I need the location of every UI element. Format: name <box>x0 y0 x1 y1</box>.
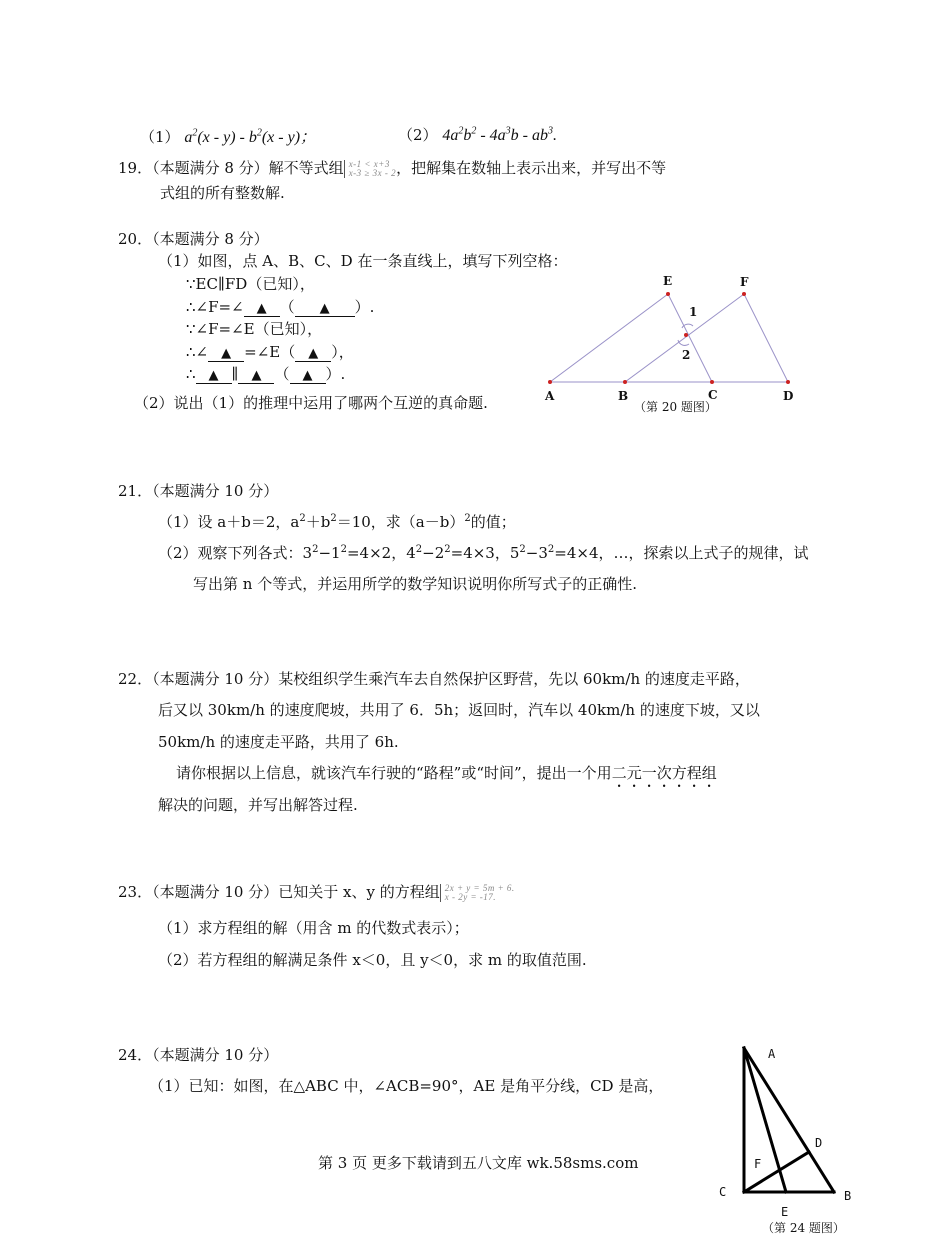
blank-triangle: ▲ <box>196 368 232 384</box>
q23-line1: 23．（本题满分 10 分）已知关于 x、y 的方程组 2x + y = 5m + 6. x - 2y = -17. <box>118 883 515 902</box>
blank-triangle: ▲ <box>295 301 355 317</box>
q20-step2: ∴∠F=∠ ▲ （ ▲ ）. <box>186 298 375 316</box>
point-d <box>786 380 790 384</box>
blank-triangle: ▲ <box>238 368 274 384</box>
q20-step3: ∵∠F=∠E（已知）， <box>186 320 323 338</box>
label-b: B <box>844 1189 852 1203</box>
q21-part1: （1）设 a＋b＝2，$a^2+b^2=10$，求$(a-b)^2$的值； <box>158 513 516 531</box>
q22-line2: 后又以 30km/h 的速度爬坡，共用了 6．5h；返回时，汽车以 40km/h 的速度下坡，又以 <box>158 701 760 719</box>
label-f: F <box>754 1157 762 1171</box>
q20-step1: ∵EC∥FD（已知）， <box>186 275 315 293</box>
label-e: E <box>781 1205 789 1219</box>
q22-line3: 50km/h 的速度走平路，共用了 6h. <box>158 733 399 751</box>
q23-equation-system: 2x + y = 5m + 6. x - 2y = -17. <box>440 884 515 902</box>
q24-header: 24．（本题满分 10 分） <box>118 1046 279 1064</box>
q19-inequality-system: x-1 < x+3 x-3 ≥ 3x - 2 <box>344 160 396 178</box>
point-a <box>548 380 552 384</box>
label-b: B <box>618 389 629 403</box>
q21-part2: （2）观察下列各式：$3^2-1^2=4\times 2$，$4^2-2^2=4\times 3$，$5^2-3^2=4\times 4$，…，探索以上式子的规律，试 <box>158 544 809 562</box>
page-footer: 第 3 页 更多下载请到五八文库 wk.58sms.com <box>318 1154 639 1172</box>
q23-part2: （2）若方程组的解满足条件 x＜0，且 y＜0，求 m 的取值范围. <box>158 951 587 969</box>
label-c: C <box>719 1185 727 1199</box>
q20-figure <box>530 268 810 418</box>
q20-figure-caption: （第 20 题图） <box>634 400 717 414</box>
q18-part2: （2） $4a^2b^2 - 4a^3b - ab^3$. <box>398 125 557 144</box>
q20-step4: ∴∠ ▲ =∠E（ ▲ ）， <box>186 343 354 361</box>
angle-2-arc <box>678 340 689 345</box>
point-c <box>710 380 714 384</box>
q22-line4: 请你根据以上信息，就该汽车行驶的“路程”或“时间”，提出一个用二元一次方程组 <box>176 764 717 782</box>
q24-figure <box>710 1040 860 1240</box>
q18-part1: （1） $a^2(x - y) - b^2(x - y)$； <box>140 127 317 146</box>
label-angle-2: 2 <box>682 348 691 362</box>
q19-line2: 式组的所有整数解. <box>160 184 285 202</box>
label-d: D <box>815 1136 823 1150</box>
label-a: A <box>545 389 555 403</box>
label-angle-1: 1 <box>689 305 698 319</box>
label-a: A <box>768 1047 776 1061</box>
q20-part2: （2）说出（1）的推理中运用了哪两个互逆的真命题. <box>134 394 488 412</box>
q24-part1: （1）已知：如图，在△ABC 中，∠ACB=90°，AE 是角平分线，CD 是高， <box>149 1077 664 1095</box>
blank-triangle: ▲ <box>244 301 280 317</box>
q21-part2-line2: 写出第 n 个等式，并运用所学的数学知识说明你所写式子的正确性. <box>193 575 637 593</box>
q19-line1: 19．（本题满分 8 分）解不等式组 x-1 < x+3 x-3 ≥ 3x - 2，把解集在数轴上表示出来，并写出不等 <box>118 159 667 178</box>
blank-triangle: ▲ <box>290 368 326 384</box>
q19-number: 19． <box>118 159 153 177</box>
q23-part1: （1）求方程组的解（用含 m 的代数式表示）； <box>158 919 469 937</box>
label-d: D <box>783 389 794 403</box>
segment-fd <box>744 294 788 382</box>
segment-bf <box>625 294 744 382</box>
label-f: F <box>740 275 749 289</box>
point-intersection <box>684 333 688 337</box>
q22-line5: 解决的问题，并写出解答过程. <box>158 796 358 814</box>
q20-header: 20．（本题满分 8 分） <box>118 230 269 248</box>
q24-figure-caption: （第 24 题图） <box>762 1221 845 1235</box>
label-c: C <box>708 388 718 402</box>
q20-intro: （1）如图，点 A、B、C、D 在一条直线上，填写下列空格： <box>158 252 568 270</box>
q21-header: 21．（本题满分 10 分） <box>118 482 279 500</box>
label-e: E <box>663 274 673 288</box>
point-e <box>666 292 670 296</box>
q20-step5: ∴ ▲ ∥ ▲ （ ▲ ）. <box>186 365 346 383</box>
blank-triangle: ▲ <box>208 346 244 362</box>
point-b <box>623 380 627 384</box>
point-f <box>742 292 746 296</box>
emphasized-text: 二元一次方程组 <box>611 764 717 782</box>
q18-part1-expression: $a^2(x - y) - b^2(x - y)$； <box>184 127 317 146</box>
q22-line1: 22．（本题满分 10 分）某校组织学生乘汽车去自然保护区野营，先以 60km/h 的速度走平路， <box>118 670 750 688</box>
segment-ae <box>550 294 668 382</box>
q18-part2-expression: $4a^2b^2 - 4a^3b - ab^3$. <box>442 125 557 144</box>
blank-triangle: ▲ <box>295 346 331 362</box>
